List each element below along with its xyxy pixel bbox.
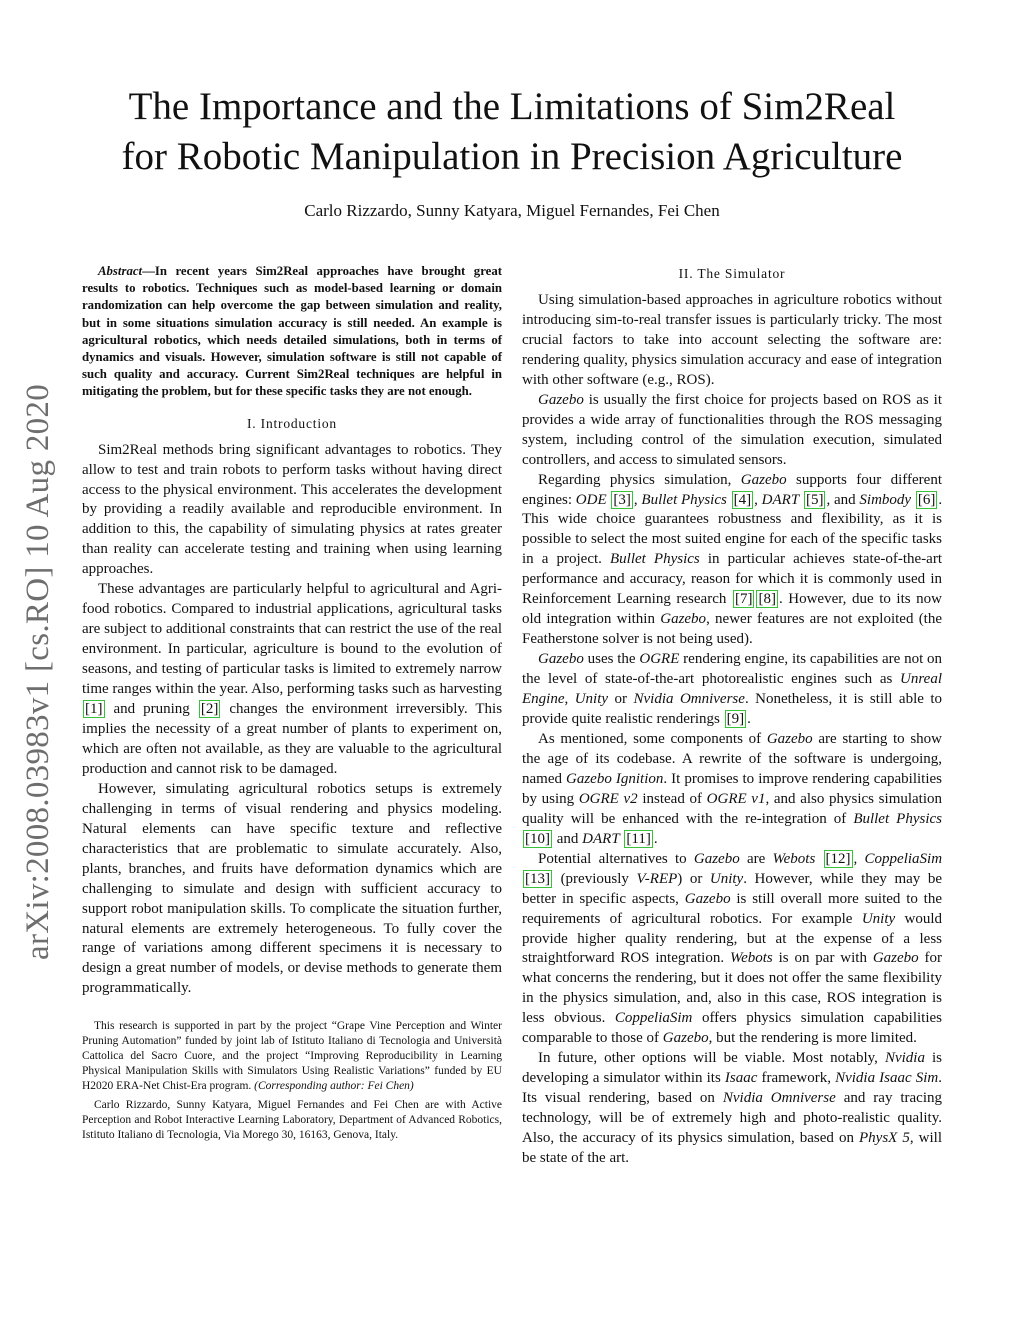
intro-paragraph-3: However, simulating agricultural robotics setups is extremely challenging in terms of visual rendering and physics modeling. Natural elements can have specific texture and reflective characteristics that are problematic to simulate accurately. Also, plants, branches, and fruits have deformation dynamics which are challenging to simulate and design with sufficient accuracy to support robot manipulation skills. To complicate the situation further, natural elements are extremely heterogeneous. To fully cover the range of variations among different specimens it is necessary to design a great number of models, or devise methods to generate them programmatically.	[82, 780, 502, 997]
funding-footnote	[82, 1019, 502, 1094]
section-heading-simulator: II. The Simulator	[678, 266, 786, 281]
software-name: Gazebo	[538, 651, 584, 668]
text-run: In future, other options will be viable. Most notably,	[538, 1050, 878, 1067]
footnotes	[82, 1019, 502, 1142]
abstract	[82, 263, 502, 401]
title-line-1: The Importance and the Limitations of Sim2Real	[128, 85, 896, 128]
text-run: are	[746, 850, 766, 867]
software-name: Unity	[709, 870, 744, 887]
text-run: , and also physics simulation quality will be enhanced with the re-integration of	[522, 790, 943, 827]
simulator-paragraph-3: Regarding physics simulation, Gazebo supports four different engines: ODE [3] , Bullet Physics [4] , DART [5] , and Simbody [6] . This wide choice guarantees robustness and flexibility, as it is possible to select the most suited engine for each of the specific tasks in a project. Bullet Physics in particular achieves state-of-the-art performance and accuracy, reason for which it is commonly used in Reinforcement Learning research [7] [8] . However, due to its now old integration within Gazebo, newer features are not exploited (the Featherstone solver is not being used).	[522, 471, 943, 648]
citation-link[interactable]: [2]	[200, 701, 219, 718]
citation-number: 12	[830, 850, 846, 867]
software-name: CoppeliaSim	[864, 850, 943, 867]
citation-number: 7	[739, 591, 748, 608]
text-run: and pruning	[113, 701, 190, 718]
text-run: changes the environment irreversibly. This implies the necessity of a great number of plants to experiment on, which are often not available, as they are valuable to the agricultural production and cannot risk to be damaged.	[82, 701, 503, 777]
software-name: Bullet Physics	[641, 491, 727, 508]
software-name: OGRE	[639, 651, 680, 668]
arxiv-identifier-stamp: arXiv:2008.03983v1 [cs.RO] 10 Aug 2020	[20, 383, 56, 960]
citation-link[interactable]: [5]	[805, 491, 824, 508]
text-run: . However, due to its now old integration within	[522, 591, 942, 628]
software-name: Webots	[772, 850, 816, 867]
software-name: Webots	[729, 950, 773, 967]
software-name: OGRE v2	[578, 790, 638, 807]
abstract-label: Abstract	[98, 264, 143, 278]
text-run: supports four different engines:	[522, 471, 943, 508]
citation-number: 1	[90, 701, 98, 718]
citation-number: 4	[738, 491, 747, 508]
software-name: Gazebo	[693, 850, 740, 867]
text-run: As mentioned, some components of	[538, 730, 762, 747]
citation-link[interactable]: [10]	[525, 830, 550, 847]
citation-link[interactable]: [9]	[726, 711, 745, 728]
citation-link[interactable]: [8]	[758, 591, 776, 608]
text-run: . It promises to improve rendering capabilities by using	[522, 770, 943, 807]
text-run: (previously	[560, 870, 629, 887]
text-run: . Its visual rendering, based on	[522, 1070, 942, 1107]
software-name: Gazebo	[684, 890, 731, 907]
footnote-text: This research is supported in part by the project “Grape Vine Perception and Winter Pruning Automation” funded by joint lab of Istituto Italiano di Tecnologia and Università Cattolica del Sacro Cuore, and the project “Improving Reproducibility in Learning Physical Manipulation Skills with Simulators Using Realistic Variations” funded by EU H2020 ERA-Net Chist-Era program.	[82, 1020, 502, 1092]
text-run: framework,	[761, 1070, 832, 1087]
text-run: , and	[826, 491, 856, 508]
title-line-2: for Robotic Manipulation in Precision Agriculture	[121, 135, 903, 178]
text-run: , will be state of the art.	[522, 1130, 943, 1166]
citation-link[interactable]: [12]	[825, 850, 851, 867]
simulator-paragraph-2	[522, 391, 942, 471]
text-run: . This wide choice guarantees robustness and flexibility, as it is possible to select the most suited engine for each of the specific tasks in a project.	[522, 491, 943, 568]
citation-number: 13	[530, 870, 545, 887]
citation-number: 11	[631, 830, 646, 847]
text-run: and ray tracing technology, will be of extremely high and photo-realistic quality. Also, the accuracy of its physics simulation, based on	[522, 1090, 943, 1147]
software-name: Nvidia Omniverse	[633, 691, 745, 708]
author-list: Carlo Rizzardo, Sunny Katyara, Miguel Fernandes, Fei Chen	[304, 201, 720, 220]
simulator-paragraph-4: Gazebo uses the OGRE rendering engine, its capabilities are not on the level of state-of-the-art photorealistic engines such as Unreal Engine, Unity or Nvidia Omniverse. Nonetheless, it is still able to provide quite realistic renderings [9] .	[522, 651, 943, 728]
text-run: for what concerns the rendering, but it does not offer the same flexibility in the physics simulation, and, also in this case, ROS integration is less obvious.	[522, 950, 943, 1027]
software-name: Simbody	[859, 491, 912, 508]
text-run: These advantages are particularly helpful to agricultural and Agri-food robotics. Compared to industrial applications, agricultural tasks are subject to additional constraints that can restrict the use of the real environment. In particular, agriculture is bound to the evolution of seasons, and testing of particular tasks is limited to extremely narrow time ranges within the year. Also, performing tasks such as harvesting	[82, 581, 502, 698]
text-run: is on par with	[778, 950, 867, 967]
software-name: Gazebo	[766, 730, 813, 747]
affiliation-footnote: Carlo Rizzardo, Sunny Katyara, Miguel Fernandes and Fei Chen are with Active Perception and Robot Interactive Learning Laboratory, Department of Advanced Robotics, Istituto Italiano di Tecnologia, Via Morego 30, 16163, Genova, Italy.	[82, 1098, 502, 1141]
text-run: is usually the first choice for projects based on ROS as it provides a wide array of functionalities through the ROS messaging system, including control of the simulation execution, simulated controllers, and access to simulated sensors.	[522, 391, 942, 468]
citation-link[interactable]: [7]	[734, 591, 753, 608]
text-run: . Nonetheless, it is still able to provide quite realistic renderings	[522, 691, 943, 728]
corresponding-author-note: (Corresponding author: Fei Chen)	[254, 1079, 414, 1092]
software-name: PhysX 5	[859, 1130, 910, 1147]
citation-link[interactable]: [3]	[613, 491, 631, 508]
software-name: Unreal Engine	[522, 671, 942, 708]
software-name: DART	[582, 830, 620, 847]
software-name: CoppeliaSim	[614, 1010, 693, 1027]
software-name: DART	[761, 491, 800, 508]
text-run: offers physics simulation capabilities comparable to those of	[522, 1010, 942, 1047]
citation-number: 9	[731, 711, 740, 728]
citation-number: 3	[618, 491, 626, 508]
text-run: is still overall more suited to the requirements of agricultural robotics. For example	[522, 890, 943, 927]
software-name: ODE	[575, 491, 607, 508]
software-name: Gazebo	[662, 1030, 709, 1047]
software-name: OGRE v1	[706, 790, 766, 807]
right-column	[522, 263, 942, 1169]
citation-link[interactable]: [1]	[85, 701, 103, 718]
software-name: Gazebo	[872, 950, 919, 967]
software-name: Bullet Physics	[853, 810, 943, 827]
software-name: Nvidia	[884, 1050, 925, 1067]
paper-title	[60, 82, 964, 182]
software-name: Gazebo	[740, 471, 787, 488]
citation-link[interactable]: [4]	[733, 491, 752, 508]
text-run: in particular achieves state-of-the-art performance and accuracy, reason for which it is commonly used in Reinforcement Learning research	[522, 551, 942, 608]
text-run: , newer features are not exploited (the Featherstone solver is not being used).	[522, 611, 943, 648]
text-run: ) or	[677, 870, 703, 887]
left-column	[82, 263, 502, 1147]
software-name: Unity	[574, 691, 609, 708]
intro-paragraph-2	[82, 580, 502, 780]
simulator-paragraph-6: Potential alternatives to Gazebo are Webots [12] , CoppeliaSim [13] (previously V-REP) or Unity. However, while they may be better in specific aspects, Gazebo is still overall more suited to the requirements of agricultural robotics. For example Unity would provide higher quality rendering, but at the expense of a less straightforward ROS integration. Webots is on par with Gazebo for what concerns the rendering, but it does not offer the same flexibility in the physics simulation, and, also in this case, ROS integration is less obvious. CoppeliaSim offers physics simulation capabilities comparable to those of Gazebo, but the rendering is more limited.	[522, 850, 943, 1047]
citation-number: 6	[922, 491, 931, 508]
section-heading-introduction: I. Introduction	[247, 415, 337, 431]
software-name: Bullet Physics	[610, 551, 700, 568]
software-name: Isaac	[724, 1070, 758, 1087]
text-run: Potential alternatives to	[538, 850, 687, 867]
citation-number: 10	[530, 830, 545, 847]
simulator-paragraph-7	[522, 1049, 942, 1169]
citation-link[interactable]: [6]	[917, 491, 936, 508]
text-run: or	[614, 691, 628, 708]
text-run: Regarding physics simulation,	[538, 471, 732, 488]
text-run: instead of	[642, 790, 702, 807]
text-run: is developing a simulator within its	[522, 1050, 943, 1087]
software-name: Nvidia Omniverse	[722, 1090, 836, 1107]
text-run: would provide higher quality rendering, but at the expense of a less straightforward ROS integration.	[522, 910, 942, 967]
text-run: uses the	[587, 651, 636, 668]
text-run: rendering engine, its capabilities are not on the level of state-of-the-art photorealistic engines such as	[522, 651, 943, 688]
citation-number: 2	[205, 701, 214, 718]
abstract-text: —In recent years Sim2Real approaches have brought great results to robotics. Techniques such as model-based learning or domain randomization can help overcome the gap between simulation and reality, but in some situations simulation accuracy is still needed. An example is agricultural robotics, which needs detailed simulations, both in terms of dynamics and visuals. However, simulation software is still not capable of such quality and accuracy. Current Sim2Real techniques are helpful in mitigating the problem, but for these specific tasks they are not enough.	[82, 264, 502, 399]
text-run: are starting to show the age of its codebase. A rewrite of the software is undergoing, named	[522, 730, 943, 787]
software-name: Unity	[861, 910, 896, 927]
software-name: Nvidia Isaac Sim	[835, 1070, 939, 1087]
software-name: Gazebo Ignition	[566, 770, 664, 787]
software-name: V-REP	[636, 870, 678, 887]
citation-link[interactable]: [13]	[525, 870, 550, 887]
citation-link[interactable]: [11]	[626, 830, 651, 847]
simulator-paragraph-5: As mentioned, some components of Gazebo are starting to show the age of its codebase. A rewrite of the software is undergoing, named Gazebo Ignition. It promises to improve rendering capabilities by using OGRE v2 instead of OGRE v1, and also physics simulation quality will be enhanced with the re-integration of Bullet Physics [10] and DART [11] .	[522, 730, 943, 847]
text-run: . However, while they may be better in specific aspects,	[522, 870, 943, 907]
software-name: Gazebo	[660, 611, 707, 628]
citation-number: 8	[763, 591, 771, 608]
citation-number: 5	[810, 491, 819, 508]
text-run: , but the rendering is more limited.	[708, 1030, 917, 1047]
simulator-paragraph-1: Using simulation-based approaches in agriculture robotics without introducing sim-to-real transfer issues is particularly tricky. The most crucial factors to take into account selecting the software are: rendering quality, physics simulation accuracy and ease of integration with other software (e.g., ROS).	[522, 292, 942, 388]
text-run: and	[556, 830, 579, 847]
intro-paragraph-1: Sim2Real methods bring significant advantages to robotics. They allow to test and train robots to perform tasks without having direct access to the physical environment. This accelerates the development by providing a readily available and reproducible environment. In addition to this, the capability of simulating physics at rates greater than reality can accelerate testing and training when using learning approaches.	[82, 441, 502, 578]
software-name: Gazebo	[538, 391, 584, 408]
